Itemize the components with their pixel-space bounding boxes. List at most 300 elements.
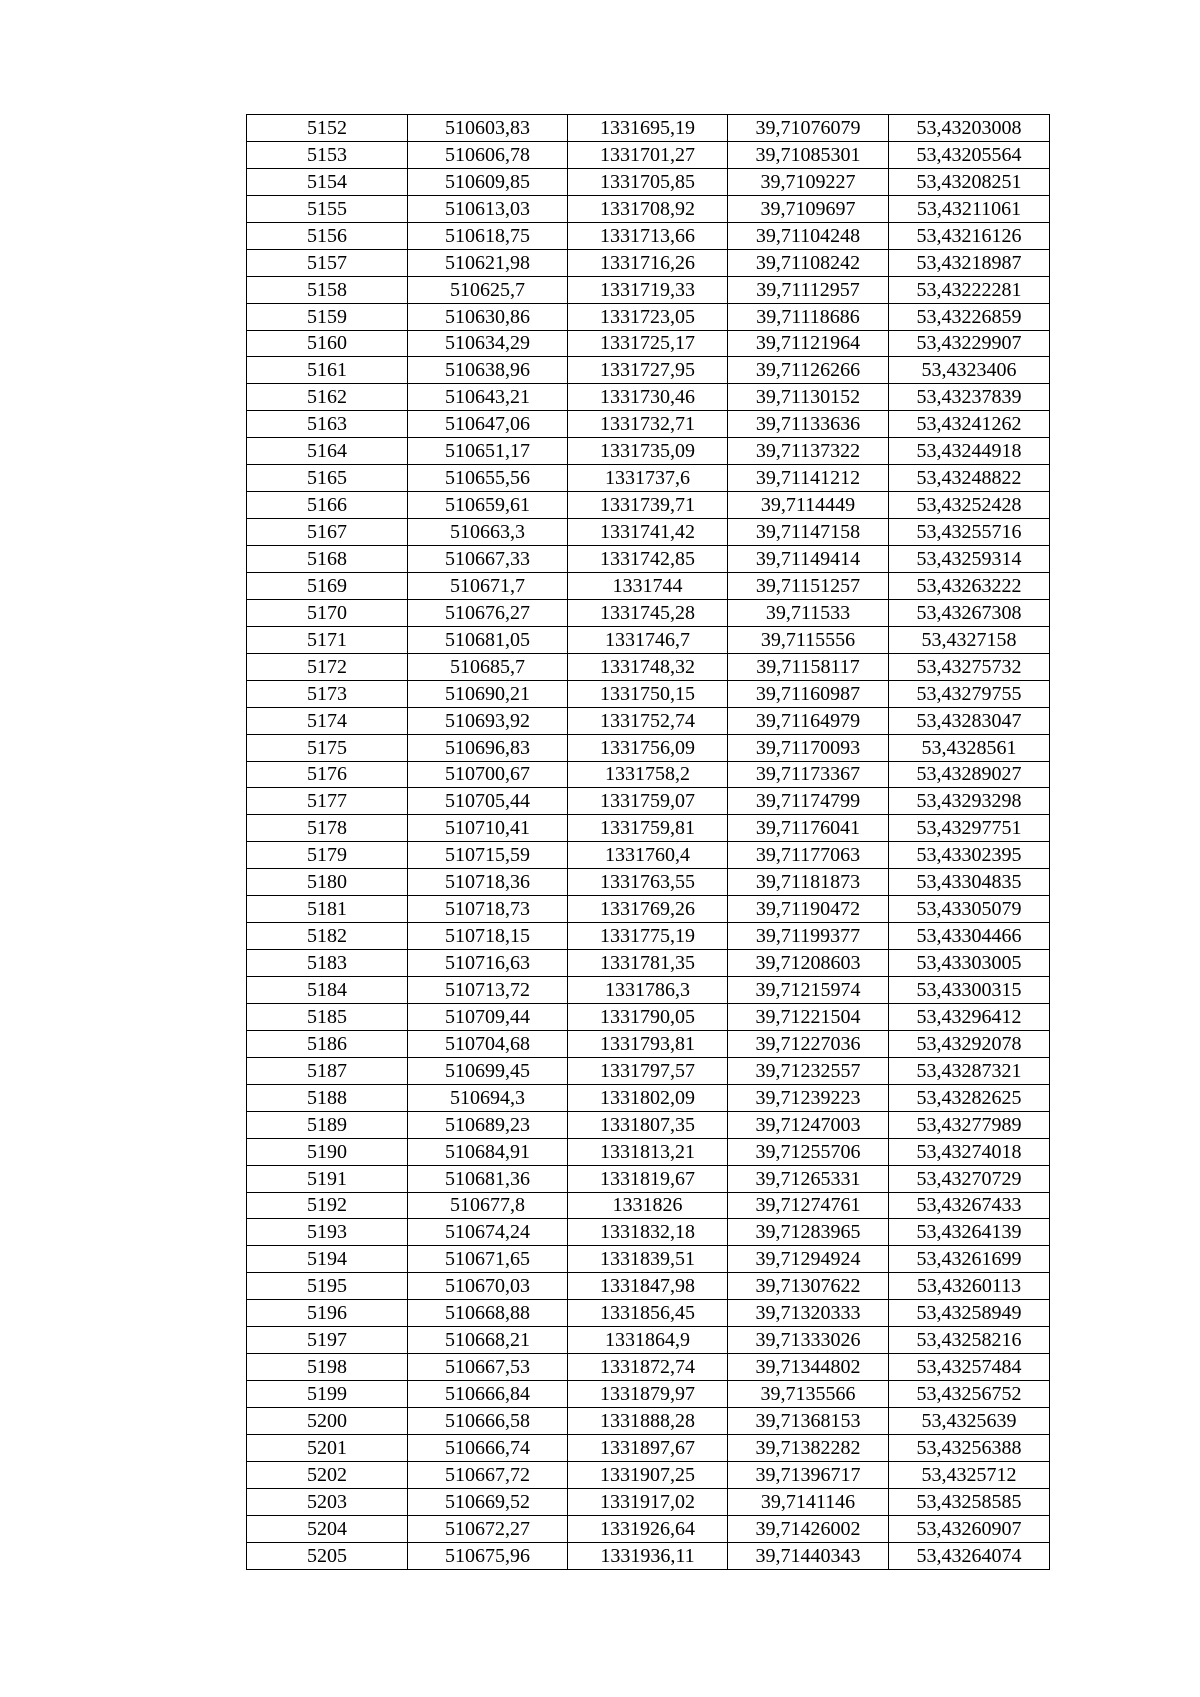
table-row xyxy=(247,896,1050,923)
point-number-cell: 5171 xyxy=(247,626,408,653)
x-coordinate-cell: 510609,85 xyxy=(408,168,568,195)
longitude-cell: 39,71126266 xyxy=(728,357,889,384)
latitude-cell: 53,43259314 xyxy=(889,546,1050,573)
point-number-cell: 5154 xyxy=(247,168,408,195)
longitude-cell: 39,71247003 xyxy=(728,1111,889,1138)
point-number-cell: 5164 xyxy=(247,438,408,465)
longitude-cell: 39,71085301 xyxy=(728,141,889,168)
table-row xyxy=(247,1138,1050,1165)
y-coordinate-cell: 1331760,4 xyxy=(568,842,728,869)
y-coordinate-cell: 1331856,45 xyxy=(568,1300,728,1327)
table-row xyxy=(247,1246,1050,1273)
table-row xyxy=(247,653,1050,680)
latitude-cell: 53,43211061 xyxy=(889,195,1050,222)
x-coordinate-cell: 510710,41 xyxy=(408,815,568,842)
longitude-cell: 39,7115556 xyxy=(728,626,889,653)
y-coordinate-cell: 1331730,46 xyxy=(568,384,728,411)
point-number-cell: 5176 xyxy=(247,761,408,788)
y-coordinate-cell: 1331725,17 xyxy=(568,330,728,357)
longitude-cell: 39,71181873 xyxy=(728,869,889,896)
x-coordinate-cell: 510667,53 xyxy=(408,1354,568,1381)
longitude-cell: 39,71426002 xyxy=(728,1515,889,1542)
x-coordinate-cell: 510603,83 xyxy=(408,115,568,142)
y-coordinate-cell: 1331936,11 xyxy=(568,1542,728,1569)
longitude-cell: 39,71170093 xyxy=(728,734,889,761)
point-number-cell: 5179 xyxy=(247,842,408,869)
y-coordinate-cell: 1331737,6 xyxy=(568,465,728,492)
table-row xyxy=(247,1273,1050,1300)
table-row xyxy=(247,815,1050,842)
longitude-cell: 39,7114449 xyxy=(728,492,889,519)
longitude-cell: 39,71121964 xyxy=(728,330,889,357)
table-row xyxy=(247,249,1050,276)
latitude-cell: 53,4325639 xyxy=(889,1408,1050,1435)
x-coordinate-cell: 510671,65 xyxy=(408,1246,568,1273)
table-row xyxy=(247,1192,1050,1219)
point-number-cell: 5174 xyxy=(247,707,408,734)
table-row xyxy=(247,1488,1050,1515)
y-coordinate-cell: 1331739,71 xyxy=(568,492,728,519)
point-number-cell: 5185 xyxy=(247,1003,408,1030)
x-coordinate-cell: 510671,7 xyxy=(408,572,568,599)
x-coordinate-cell: 510667,72 xyxy=(408,1461,568,1488)
longitude-cell: 39,71333026 xyxy=(728,1327,889,1354)
latitude-cell: 53,43263222 xyxy=(889,572,1050,599)
y-coordinate-cell: 1331741,42 xyxy=(568,519,728,546)
latitude-cell: 53,43305079 xyxy=(889,896,1050,923)
table-row xyxy=(247,1219,1050,1246)
point-number-cell: 5201 xyxy=(247,1434,408,1461)
longitude-cell: 39,71133636 xyxy=(728,411,889,438)
point-number-cell: 5180 xyxy=(247,869,408,896)
table-row xyxy=(247,1354,1050,1381)
point-number-cell: 5156 xyxy=(247,222,408,249)
point-number-cell: 5187 xyxy=(247,1057,408,1084)
point-number-cell: 5153 xyxy=(247,141,408,168)
y-coordinate-cell: 1331723,05 xyxy=(568,303,728,330)
latitude-cell: 53,43282625 xyxy=(889,1084,1050,1111)
y-coordinate-cell: 1331763,55 xyxy=(568,869,728,896)
x-coordinate-cell: 510684,91 xyxy=(408,1138,568,1165)
x-coordinate-cell: 510716,63 xyxy=(408,950,568,977)
y-coordinate-cell: 1331793,81 xyxy=(568,1030,728,1057)
longitude-cell: 39,71141212 xyxy=(728,465,889,492)
latitude-cell: 53,43300315 xyxy=(889,977,1050,1004)
point-number-cell: 5203 xyxy=(247,1488,408,1515)
longitude-cell: 39,711533 xyxy=(728,599,889,626)
longitude-cell: 39,71227036 xyxy=(728,1030,889,1057)
x-coordinate-cell: 510643,21 xyxy=(408,384,568,411)
y-coordinate-cell: 1331832,18 xyxy=(568,1219,728,1246)
table-row xyxy=(247,168,1050,195)
latitude-cell: 53,43292078 xyxy=(889,1030,1050,1057)
point-number-cell: 5191 xyxy=(247,1165,408,1192)
longitude-cell: 39,71158117 xyxy=(728,653,889,680)
point-number-cell: 5205 xyxy=(247,1542,408,1569)
table-row xyxy=(247,411,1050,438)
longitude-cell: 39,7109697 xyxy=(728,195,889,222)
latitude-cell: 53,43208251 xyxy=(889,168,1050,195)
longitude-cell: 39,71104248 xyxy=(728,222,889,249)
point-number-cell: 5186 xyxy=(247,1030,408,1057)
y-coordinate-cell: 1331745,28 xyxy=(568,599,728,626)
latitude-cell: 53,43296412 xyxy=(889,1003,1050,1030)
y-coordinate-cell: 1331926,64 xyxy=(568,1515,728,1542)
table-row xyxy=(247,950,1050,977)
longitude-cell: 39,71190472 xyxy=(728,896,889,923)
table-row xyxy=(247,626,1050,653)
longitude-cell: 39,71176041 xyxy=(728,815,889,842)
longitude-cell: 39,71174799 xyxy=(728,788,889,815)
latitude-cell: 53,43216126 xyxy=(889,222,1050,249)
point-number-cell: 5175 xyxy=(247,734,408,761)
y-coordinate-cell: 1331713,66 xyxy=(568,222,728,249)
point-number-cell: 5159 xyxy=(247,303,408,330)
x-coordinate-cell: 510693,92 xyxy=(408,707,568,734)
x-coordinate-cell: 510666,74 xyxy=(408,1434,568,1461)
latitude-cell: 53,43260113 xyxy=(889,1273,1050,1300)
point-number-cell: 5178 xyxy=(247,815,408,842)
latitude-cell: 53,43205564 xyxy=(889,141,1050,168)
x-coordinate-cell: 510681,05 xyxy=(408,626,568,653)
table-row xyxy=(247,1300,1050,1327)
point-number-cell: 5152 xyxy=(247,115,408,142)
y-coordinate-cell: 1331727,95 xyxy=(568,357,728,384)
y-coordinate-cell: 1331695,19 xyxy=(568,115,728,142)
longitude-cell: 39,71239223 xyxy=(728,1084,889,1111)
longitude-cell: 39,7135566 xyxy=(728,1381,889,1408)
latitude-cell: 53,43261699 xyxy=(889,1246,1050,1273)
x-coordinate-cell: 510700,67 xyxy=(408,761,568,788)
latitude-cell: 53,43287321 xyxy=(889,1057,1050,1084)
latitude-cell: 53,43222281 xyxy=(889,276,1050,303)
point-number-cell: 5163 xyxy=(247,411,408,438)
table-row xyxy=(247,519,1050,546)
x-coordinate-cell: 510669,52 xyxy=(408,1488,568,1515)
longitude-cell: 39,71368153 xyxy=(728,1408,889,1435)
latitude-cell: 53,43275732 xyxy=(889,653,1050,680)
latitude-cell: 53,43256752 xyxy=(889,1381,1050,1408)
longitude-cell: 39,71221504 xyxy=(728,1003,889,1030)
table-row xyxy=(247,1381,1050,1408)
y-coordinate-cell: 1331716,26 xyxy=(568,249,728,276)
latitude-cell: 53,43264139 xyxy=(889,1219,1050,1246)
x-coordinate-cell: 510676,27 xyxy=(408,599,568,626)
y-coordinate-cell: 1331719,33 xyxy=(568,276,728,303)
longitude-cell: 39,71149414 xyxy=(728,546,889,573)
latitude-cell: 53,43226859 xyxy=(889,303,1050,330)
longitude-cell: 39,71265331 xyxy=(728,1165,889,1192)
table-row xyxy=(247,330,1050,357)
latitude-cell: 53,43302395 xyxy=(889,842,1050,869)
table-row xyxy=(247,761,1050,788)
table-row xyxy=(247,357,1050,384)
latitude-cell: 53,43289027 xyxy=(889,761,1050,788)
longitude-cell: 39,71112957 xyxy=(728,276,889,303)
point-number-cell: 5194 xyxy=(247,1246,408,1273)
y-coordinate-cell: 1331888,28 xyxy=(568,1408,728,1435)
y-coordinate-cell: 1331790,05 xyxy=(568,1003,728,1030)
x-coordinate-cell: 510699,45 xyxy=(408,1057,568,1084)
point-number-cell: 5196 xyxy=(247,1300,408,1327)
longitude-cell: 39,71147158 xyxy=(728,519,889,546)
longitude-cell: 39,71199377 xyxy=(728,923,889,950)
y-coordinate-cell: 1331872,74 xyxy=(568,1354,728,1381)
latitude-cell: 53,43279755 xyxy=(889,680,1050,707)
x-coordinate-cell: 510666,84 xyxy=(408,1381,568,1408)
table-row xyxy=(247,869,1050,896)
x-coordinate-cell: 510718,36 xyxy=(408,869,568,896)
latitude-cell: 53,43258216 xyxy=(889,1327,1050,1354)
latitude-cell: 53,43248822 xyxy=(889,465,1050,492)
point-number-cell: 5182 xyxy=(247,923,408,950)
y-coordinate-cell: 1331744 xyxy=(568,572,728,599)
x-coordinate-cell: 510681,36 xyxy=(408,1165,568,1192)
table-row xyxy=(247,680,1050,707)
latitude-cell: 53,43256388 xyxy=(889,1434,1050,1461)
table-row xyxy=(247,1003,1050,1030)
x-coordinate-cell: 510621,98 xyxy=(408,249,568,276)
point-number-cell: 5200 xyxy=(247,1408,408,1435)
y-coordinate-cell: 1331807,35 xyxy=(568,1111,728,1138)
x-coordinate-cell: 510663,3 xyxy=(408,519,568,546)
table-row xyxy=(247,465,1050,492)
point-number-cell: 5166 xyxy=(247,492,408,519)
y-coordinate-cell: 1331705,85 xyxy=(568,168,728,195)
latitude-cell: 53,43258949 xyxy=(889,1300,1050,1327)
table-row xyxy=(247,599,1050,626)
table-row xyxy=(247,141,1050,168)
table-row xyxy=(247,115,1050,142)
point-number-cell: 5158 xyxy=(247,276,408,303)
longitude-cell: 39,71215974 xyxy=(728,977,889,1004)
y-coordinate-cell: 1331786,3 xyxy=(568,977,728,1004)
x-coordinate-cell: 510667,33 xyxy=(408,546,568,573)
table-row xyxy=(247,572,1050,599)
table-row xyxy=(247,1461,1050,1488)
x-coordinate-cell: 510618,75 xyxy=(408,222,568,249)
longitude-cell: 39,71208603 xyxy=(728,950,889,977)
y-coordinate-cell: 1331759,81 xyxy=(568,815,728,842)
x-coordinate-cell: 510625,7 xyxy=(408,276,568,303)
latitude-cell: 53,43252428 xyxy=(889,492,1050,519)
longitude-cell: 39,71440343 xyxy=(728,1542,889,1569)
y-coordinate-cell: 1331759,07 xyxy=(568,788,728,815)
x-coordinate-cell: 510677,8 xyxy=(408,1192,568,1219)
longitude-cell: 39,71274761 xyxy=(728,1192,889,1219)
x-coordinate-cell: 510666,58 xyxy=(408,1408,568,1435)
point-number-cell: 5162 xyxy=(247,384,408,411)
x-coordinate-cell: 510613,03 xyxy=(408,195,568,222)
y-coordinate-cell: 1331864,9 xyxy=(568,1327,728,1354)
point-number-cell: 5157 xyxy=(247,249,408,276)
longitude-cell: 39,71164979 xyxy=(728,707,889,734)
point-number-cell: 5161 xyxy=(247,357,408,384)
y-coordinate-cell: 1331839,51 xyxy=(568,1246,728,1273)
longitude-cell: 39,71344802 xyxy=(728,1354,889,1381)
point-number-cell: 5173 xyxy=(247,680,408,707)
longitude-cell: 39,71130152 xyxy=(728,384,889,411)
latitude-cell: 53,43277989 xyxy=(889,1111,1050,1138)
x-coordinate-cell: 510672,27 xyxy=(408,1515,568,1542)
x-coordinate-cell: 510606,78 xyxy=(408,141,568,168)
point-number-cell: 5192 xyxy=(247,1192,408,1219)
x-coordinate-cell: 510690,21 xyxy=(408,680,568,707)
latitude-cell: 53,4327158 xyxy=(889,626,1050,653)
point-number-cell: 5172 xyxy=(247,653,408,680)
latitude-cell: 53,43297751 xyxy=(889,815,1050,842)
point-number-cell: 5170 xyxy=(247,599,408,626)
x-coordinate-cell: 510718,15 xyxy=(408,923,568,950)
longitude-cell: 39,71307622 xyxy=(728,1273,889,1300)
y-coordinate-cell: 1331752,74 xyxy=(568,707,728,734)
y-coordinate-cell: 1331732,71 xyxy=(568,411,728,438)
point-number-cell: 5199 xyxy=(247,1381,408,1408)
y-coordinate-cell: 1331701,27 xyxy=(568,141,728,168)
table-row xyxy=(247,438,1050,465)
point-number-cell: 5183 xyxy=(247,950,408,977)
x-coordinate-cell: 510713,72 xyxy=(408,977,568,1004)
x-coordinate-cell: 510651,17 xyxy=(408,438,568,465)
table-row xyxy=(247,492,1050,519)
x-coordinate-cell: 510638,96 xyxy=(408,357,568,384)
longitude-cell: 39,71382282 xyxy=(728,1434,889,1461)
table-row xyxy=(247,1165,1050,1192)
latitude-cell: 53,43218987 xyxy=(889,249,1050,276)
y-coordinate-cell: 1331813,21 xyxy=(568,1138,728,1165)
longitude-cell: 39,71255706 xyxy=(728,1138,889,1165)
longitude-cell: 39,71396717 xyxy=(728,1461,889,1488)
latitude-cell: 53,43229907 xyxy=(889,330,1050,357)
x-coordinate-cell: 510647,06 xyxy=(408,411,568,438)
point-number-cell: 5195 xyxy=(247,1273,408,1300)
table-row xyxy=(247,923,1050,950)
latitude-cell: 53,43303005 xyxy=(889,950,1050,977)
y-coordinate-cell: 1331819,67 xyxy=(568,1165,728,1192)
latitude-cell: 53,43257484 xyxy=(889,1354,1050,1381)
longitude-cell: 39,71118686 xyxy=(728,303,889,330)
table-row xyxy=(247,222,1050,249)
longitude-cell: 39,71232557 xyxy=(728,1057,889,1084)
x-coordinate-cell: 510668,21 xyxy=(408,1327,568,1354)
longitude-cell: 39,7141146 xyxy=(728,1488,889,1515)
latitude-cell: 53,43237839 xyxy=(889,384,1050,411)
y-coordinate-cell: 1331756,09 xyxy=(568,734,728,761)
y-coordinate-cell: 1331708,92 xyxy=(568,195,728,222)
y-coordinate-cell: 1331746,7 xyxy=(568,626,728,653)
x-coordinate-cell: 510668,88 xyxy=(408,1300,568,1327)
point-number-cell: 5165 xyxy=(247,465,408,492)
table-row xyxy=(247,1030,1050,1057)
y-coordinate-cell: 1331826 xyxy=(568,1192,728,1219)
point-number-cell: 5160 xyxy=(247,330,408,357)
latitude-cell: 53,43293298 xyxy=(889,788,1050,815)
x-coordinate-cell: 510655,56 xyxy=(408,465,568,492)
table-row xyxy=(247,707,1050,734)
point-number-cell: 5198 xyxy=(247,1354,408,1381)
table-row xyxy=(247,1111,1050,1138)
x-coordinate-cell: 510634,29 xyxy=(408,330,568,357)
longitude-cell: 39,71151257 xyxy=(728,572,889,599)
latitude-cell: 53,43260907 xyxy=(889,1515,1050,1542)
x-coordinate-cell: 510674,24 xyxy=(408,1219,568,1246)
latitude-cell: 53,43244918 xyxy=(889,438,1050,465)
x-coordinate-cell: 510630,86 xyxy=(408,303,568,330)
y-coordinate-cell: 1331781,35 xyxy=(568,950,728,977)
point-number-cell: 5184 xyxy=(247,977,408,1004)
table-row xyxy=(247,1542,1050,1569)
point-number-cell: 5188 xyxy=(247,1084,408,1111)
x-coordinate-cell: 510704,68 xyxy=(408,1030,568,1057)
x-coordinate-cell: 510685,7 xyxy=(408,653,568,680)
longitude-cell: 39,71177063 xyxy=(728,842,889,869)
table-row xyxy=(247,276,1050,303)
coordinates-table-body xyxy=(247,115,1050,1570)
point-number-cell: 5181 xyxy=(247,896,408,923)
longitude-cell: 39,71294924 xyxy=(728,1246,889,1273)
longitude-cell: 39,71320333 xyxy=(728,1300,889,1327)
y-coordinate-cell: 1331847,98 xyxy=(568,1273,728,1300)
y-coordinate-cell: 1331775,19 xyxy=(568,923,728,950)
longitude-cell: 39,71108242 xyxy=(728,249,889,276)
latitude-cell: 53,43304466 xyxy=(889,923,1050,950)
y-coordinate-cell: 1331769,26 xyxy=(568,896,728,923)
latitude-cell: 53,43267433 xyxy=(889,1192,1050,1219)
latitude-cell: 53,43283047 xyxy=(889,707,1050,734)
y-coordinate-cell: 1331802,09 xyxy=(568,1084,728,1111)
point-number-cell: 5190 xyxy=(247,1138,408,1165)
latitude-cell: 53,43270729 xyxy=(889,1165,1050,1192)
y-coordinate-cell: 1331917,02 xyxy=(568,1488,728,1515)
point-number-cell: 5202 xyxy=(247,1461,408,1488)
coordinates-table xyxy=(246,114,1050,1570)
table-row xyxy=(247,1327,1050,1354)
latitude-cell: 53,4325712 xyxy=(889,1461,1050,1488)
x-coordinate-cell: 510705,44 xyxy=(408,788,568,815)
x-coordinate-cell: 510694,3 xyxy=(408,1084,568,1111)
point-number-cell: 5193 xyxy=(247,1219,408,1246)
y-coordinate-cell: 1331750,15 xyxy=(568,680,728,707)
latitude-cell: 53,43241262 xyxy=(889,411,1050,438)
longitude-cell: 39,7109227 xyxy=(728,168,889,195)
y-coordinate-cell: 1331758,2 xyxy=(568,761,728,788)
table-row xyxy=(247,195,1050,222)
x-coordinate-cell: 510670,03 xyxy=(408,1273,568,1300)
latitude-cell: 53,4323406 xyxy=(889,357,1050,384)
table-row xyxy=(247,303,1050,330)
latitude-cell: 53,43203008 xyxy=(889,115,1050,142)
x-coordinate-cell: 510659,61 xyxy=(408,492,568,519)
latitude-cell: 53,43274018 xyxy=(889,1138,1050,1165)
point-number-cell: 5169 xyxy=(247,572,408,599)
table-row xyxy=(247,1084,1050,1111)
x-coordinate-cell: 510696,83 xyxy=(408,734,568,761)
latitude-cell: 53,43264074 xyxy=(889,1542,1050,1569)
point-number-cell: 5168 xyxy=(247,546,408,573)
latitude-cell: 53,4328561 xyxy=(889,734,1050,761)
y-coordinate-cell: 1331735,09 xyxy=(568,438,728,465)
table-row xyxy=(247,788,1050,815)
table-row xyxy=(247,734,1050,761)
longitude-cell: 39,71076079 xyxy=(728,115,889,142)
y-coordinate-cell: 1331797,57 xyxy=(568,1057,728,1084)
latitude-cell: 53,43267308 xyxy=(889,599,1050,626)
point-number-cell: 5155 xyxy=(247,195,408,222)
point-number-cell: 5167 xyxy=(247,519,408,546)
x-coordinate-cell: 510675,96 xyxy=(408,1542,568,1569)
y-coordinate-cell: 1331742,85 xyxy=(568,546,728,573)
point-number-cell: 5204 xyxy=(247,1515,408,1542)
